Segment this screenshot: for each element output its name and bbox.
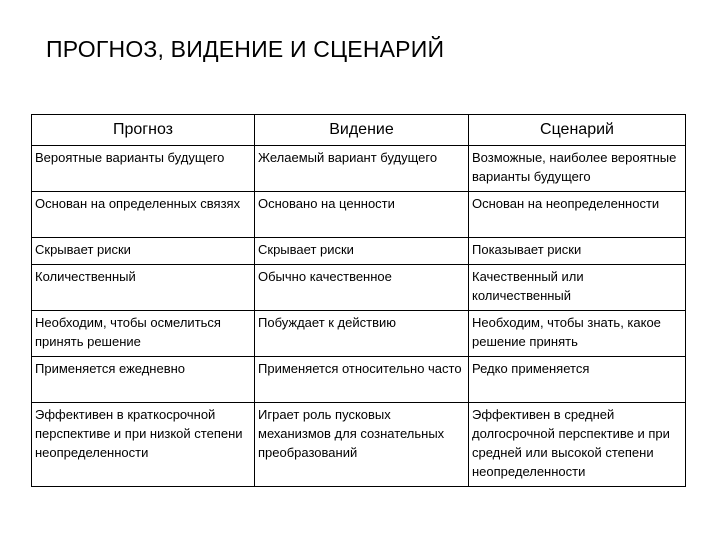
table-cell: Редко применяется (469, 357, 686, 403)
table-row (32, 357, 686, 403)
table-cell: Вероятные варианты будущего (32, 146, 255, 192)
table-header-row (32, 115, 686, 146)
table-cell: Обычно качественное (255, 265, 469, 311)
table-cell: Основано на ценности (255, 192, 469, 238)
header-vision: Видение (255, 115, 469, 146)
table-cell: Скрывает риски (32, 238, 255, 265)
table-cell: Эффективен в средней долгосрочной перспективе и при средней или высокой степени неопределенности (469, 403, 686, 487)
table-cell: Основан на определенных связях (32, 192, 255, 238)
table-cell: Количественный (32, 265, 255, 311)
comparison-table (31, 114, 686, 487)
header-forecast: Прогноз (32, 115, 255, 146)
table-row (32, 192, 686, 238)
table-cell: Применяется ежедневно (32, 357, 255, 403)
table-cell: Применяется относительно часто (255, 357, 469, 403)
table-row (32, 311, 686, 357)
table-cell: Побуждает к действию (255, 311, 469, 357)
table-row (32, 238, 686, 265)
table-cell: Играет роль пусковых механизмов для сознательных преобразований (255, 403, 469, 487)
table-row (32, 403, 686, 487)
table-row (32, 146, 686, 192)
table-cell: Показывает риски (469, 238, 686, 265)
table-cell: Скрывает риски (255, 238, 469, 265)
table-cell: Основан на неопределенности (469, 192, 686, 238)
header-scenario: Сценарий (469, 115, 686, 146)
table-cell: Качественный или количественный (469, 265, 686, 311)
table-cell: Необходим, чтобы знать, какое решение принять (469, 311, 686, 357)
table-row (32, 265, 686, 311)
table-cell: Необходим, чтобы осмелиться принять решение (32, 311, 255, 357)
table-cell: Возможные, наиболее вероятные варианты будущего (469, 146, 686, 192)
slide-title: ПРОГНОЗ, ВИДЕНИЕ И СЦЕНАРИЙ (46, 36, 445, 62)
table-cell: Эффективен в краткосрочной перспективе и при низкой степени неопределенности (32, 403, 255, 487)
table-cell: Желаемый вариант будущего (255, 146, 469, 192)
